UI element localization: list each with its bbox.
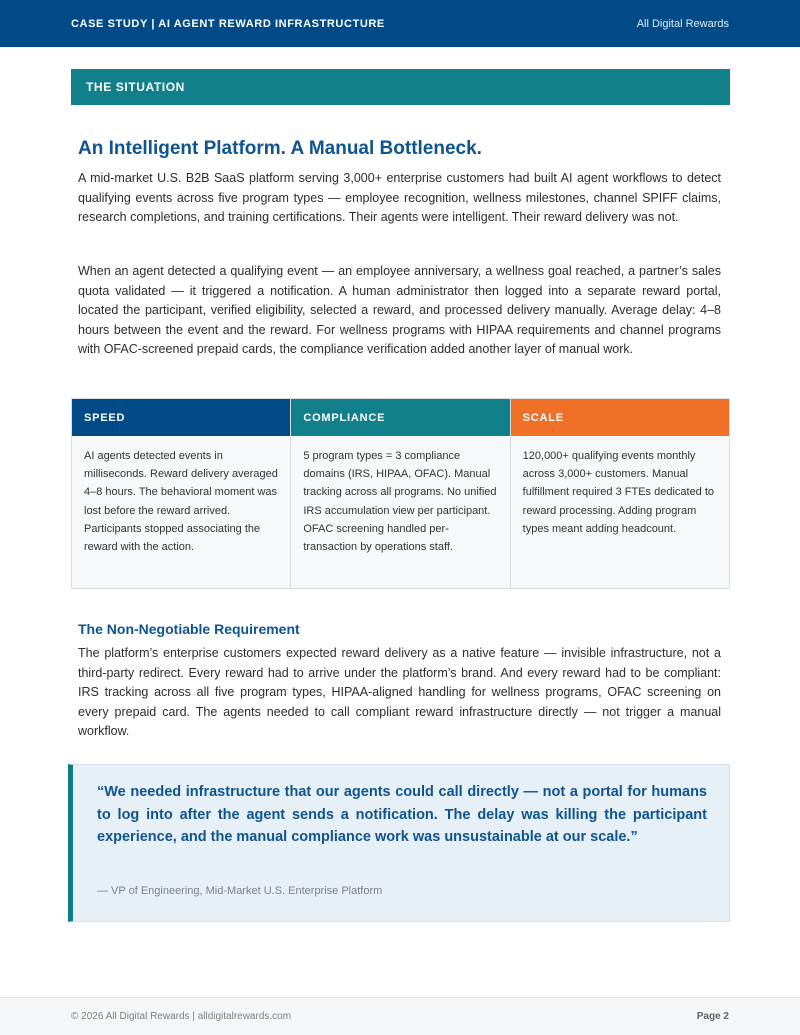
page-title: An Intelligent Platform. A Manual Bottleneck. (78, 138, 482, 159)
testimonial-quote (68, 764, 730, 922)
requirement-heading: The Non-Negotiable Requirement (78, 621, 300, 637)
header-title: CASE STUDY | AI AGENT REWARD INFRASTRUCTURE (71, 17, 385, 30)
card-speed-header (72, 399, 290, 436)
footer-copyright: © 2026 All Digital Rewards | alldigitalrewards.com (71, 1011, 292, 1022)
header-brand: All Digital Rewards (636, 17, 729, 30)
page-number: Page 2 (696, 1011, 729, 1022)
quote-attribution: — VP of Engineering, Mid-Market U.S. Enterprise Platform (97, 885, 383, 897)
context-paragraph: When an agent detected a qualifying event — an employee anniversary, a wellness goal reached, a partner’s sales quota validated — it triggered a notification. A human administrator then logged into a separate reward portal, located the participant, verified eligibility, selected a reward, and processed delivery manually. Average delay: 4–8 hours between the event and the reward. For wellness programs with HIPAA requirements and channel programs with OFAC-screened prepaid cards, the compliance verification added another layer of manual work. (78, 264, 721, 357)
requirement-paragraph: The platform’s enterprise customers expected reward delivery as a native feature — invisible infrastructure, not a third-party redirect. Every reward had to arrive under the platform’s brand. And every reward had to be compliant: IRS tracking across all five program types, HIPAA-aligned handling for wellness programs, OFAC screening on every prepaid card. The agents needed to call compliant reward infrastructure directly — not trigger a manual workflow. (78, 646, 721, 739)
card-compliance-header (291, 399, 509, 436)
card-scale-header (511, 399, 729, 436)
challenge-cards (71, 398, 730, 589)
card-scale-title: SCALE (522, 411, 564, 424)
card-compliance-body: 5 program types = 3 compliance domains (IRS, HIPAA, OFAC). Manual tracking across all programs. No unified IRS accumulation view per participant. OFAC screening handled per-transaction by operations staff. (291, 436, 509, 588)
card-speed-body: AI agents detected events in milliseconds. Reward delivery averaged 4–8 hours. The behavioral moment was lost before the reward arrived. Participants stopped associating the reward with the action. (72, 436, 290, 588)
card-scale (511, 399, 729, 588)
card-speed (72, 399, 291, 588)
intro-paragraph: A mid-market U.S. B2B SaaS platform serving 3,000+ enterprise customers had built AI agent workflows to detect qualifying events across five program types — employee recognition, wellness milestones, channel SPIFF claims, research completions, and training certifications. Their agents were intelligent. Their reward delivery was not. (78, 171, 721, 225)
quote-text: “We needed infrastructure that our agents could call directly — not a portal for humans to log into after the agent sends a notification. The delay was killing the participant experience, and the manual compliance work was unsustainable at our scale.” (97, 784, 707, 845)
section-label: THE SITUATION (86, 80, 185, 94)
card-speed-title: SPEED (84, 411, 126, 424)
section-label-band (71, 69, 730, 105)
card-compliance (291, 399, 510, 588)
card-compliance-title: COMPLIANCE (303, 411, 386, 424)
card-scale-body: 120,000+ qualifying events monthly across 3,000+ customers. Manual fulfillment required 3 FTEs dedicated to reward processing. Adding program types meant adding headcount. (511, 436, 729, 588)
header-bar (0, 0, 800, 47)
footer-bar (0, 997, 800, 1035)
